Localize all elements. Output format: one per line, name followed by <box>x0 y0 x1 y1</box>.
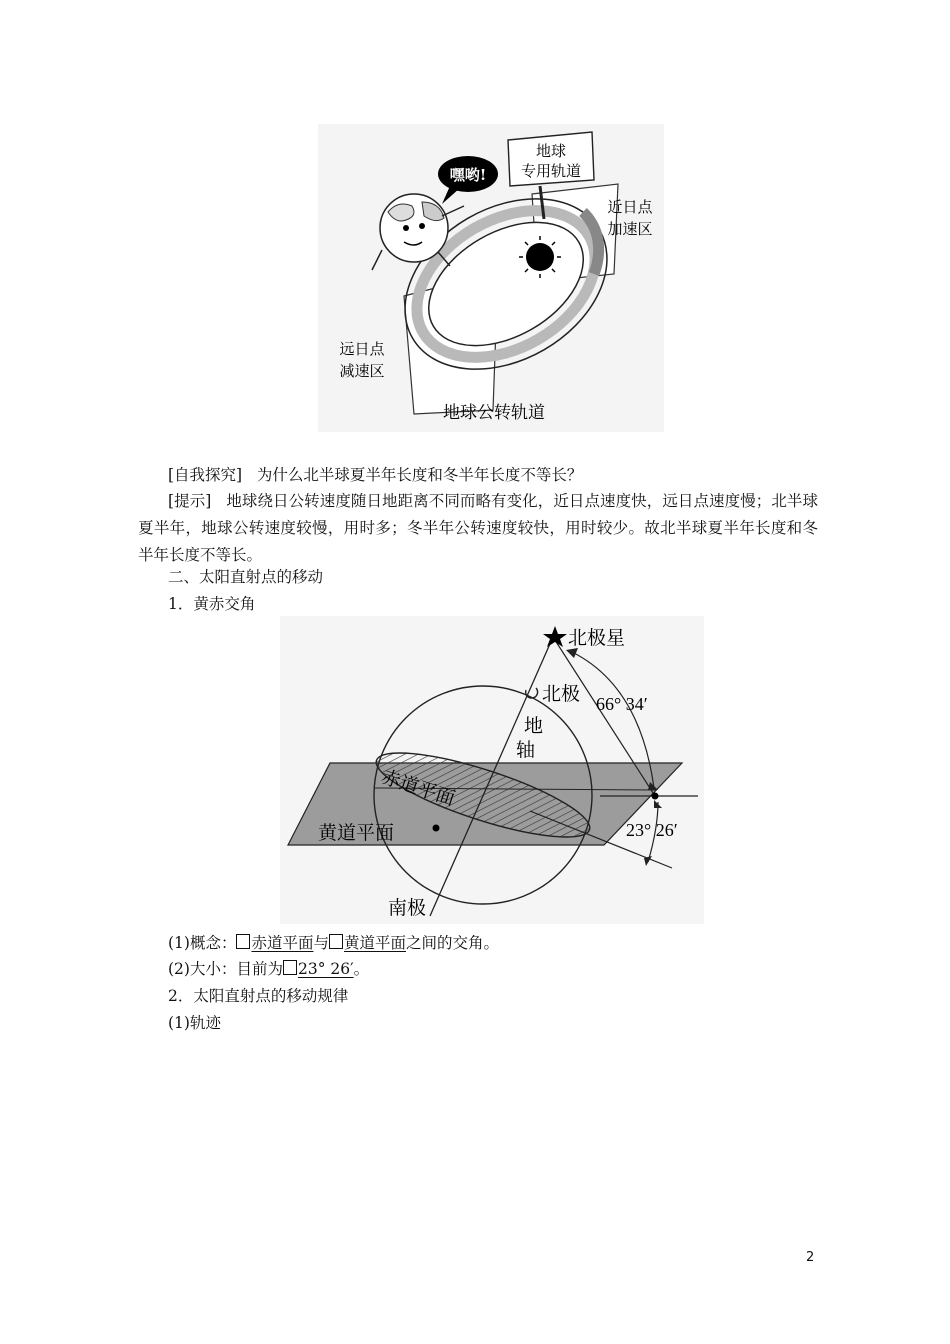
orbit-caption: 地球公转轨道 <box>443 403 545 423</box>
north-pole-label: 北极 <box>542 683 581 705</box>
sign-line2: 专用轨道 <box>520 162 582 180</box>
answer-box-icon <box>283 960 297 975</box>
explore-tag: [自我探究] <box>168 466 243 484</box>
answer-box-icon <box>236 934 250 949</box>
speech-text: 嘿哟! <box>449 166 487 184</box>
angle-23-label: 23° 26′ <box>626 820 678 840</box>
polaris-label: 北极星 <box>568 627 626 649</box>
aphelion-line2: 减速区 <box>339 362 385 380</box>
size-blank: 23° 26′ <box>297 960 354 978</box>
equator-plane-label: 赤道平面 <box>378 765 458 811</box>
axis-label-1: 地 <box>524 715 544 737</box>
track-heading: (1)轨迹 <box>168 1014 221 1032</box>
concept-line: (1)概念： 赤道平面与 黄道平面之间的交角。 <box>168 934 500 952</box>
perihelion-line2: 加速区 <box>607 220 653 238</box>
orbit-illustration <box>318 124 664 432</box>
concept-blank-2: 黄道平面 <box>344 934 407 952</box>
item-1-heading: 1．黄赤交角 <box>168 595 256 613</box>
section-heading: 二、太阳直射点的移动 <box>168 568 324 586</box>
axis-label-2: 轴 <box>516 739 536 761</box>
answer-box-icon <box>329 934 343 949</box>
aphelion-line1: 远日点 <box>339 340 385 358</box>
south-pole-label: 南极 <box>388 897 427 919</box>
size-line: (2)大小：目前为 23° 26′。 <box>168 960 370 978</box>
item-2-heading: 2．太阳直射点的移动规律 <box>168 987 349 1005</box>
hint-paragraph <box>138 488 818 569</box>
explore-line <box>168 462 582 488</box>
page-number: 2 <box>806 1250 815 1265</box>
obliquity-diagram <box>280 616 704 924</box>
angle-66-label: 66° 34′ <box>596 694 648 714</box>
concept-blank-1: 赤道平面 <box>251 934 314 952</box>
sign-line1: 地球 <box>535 142 567 160</box>
hint-text: 地球绕日公转速度随日地距离不同而略有变化，近日点速度快，远日点速度慢；北半球夏半年，地球公转速度较慢，用时多；冬半年公转速度较快，用时较少。故北半球夏半年长度和冬半年长度不等长。 <box>138 492 818 564</box>
ecliptic-plane-label: 黄道平面 <box>318 822 395 844</box>
explore-question: 为什么北半球夏半年长度和冬半年长度不等长？ <box>256 466 583 484</box>
hint-tag: [提示] <box>168 492 212 510</box>
perihelion-line1: 近日点 <box>607 198 653 216</box>
